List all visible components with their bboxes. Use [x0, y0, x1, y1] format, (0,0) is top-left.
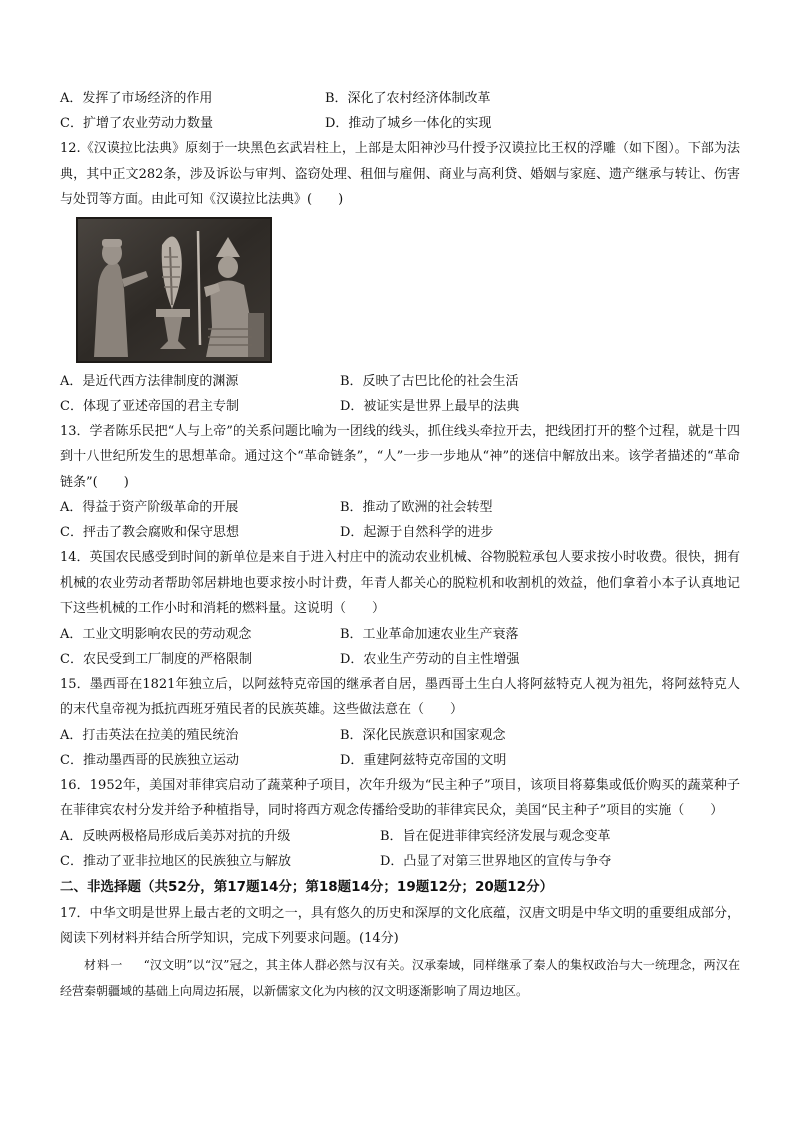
q13-option-d: D．起源于自然科学的进步	[340, 525, 494, 540]
q15-option-c: C．推动墨西哥的民族独立运动	[60, 752, 239, 768]
q11-option-b: B．深化了农村经济体制改革	[325, 91, 491, 106]
q15-stem: 15．墨西哥在1821年独立后，以阿兹特克帝国的继承者自居，墨西哥土生白人将阿兹特克人视为祖先，将阿兹特克人的末代皇帝视为抵抗西班牙殖民者的民族英雄。这些做法意在（ ）	[60, 676, 740, 717]
q13-options-row-1	[60, 495, 740, 520]
q14-option-d: D．农业生产劳动的自主性增强	[340, 651, 520, 667]
q16-stem: 16．1952年，美国对菲律宾启动了蔬菜种子项目，次年升级为“民主种子”项目，该项目将募集或低价购买的蔬菜种子在菲律宾农村分发并给予种植指导，同时将西方观念传播给受助的菲律宾民众，美国“民主种子”项目的实施（ ）	[60, 777, 740, 818]
q11-option-a: A．发挥了市场经济的作用	[60, 91, 213, 106]
q11-option-c: C．扩增了农业劳动力数量	[60, 116, 213, 131]
q11-options-row-1	[60, 86, 740, 111]
q17-material-label: 材料一	[84, 957, 124, 972]
q16-option-b: B．旨在促进菲律宾经济发展与观念变革	[380, 828, 611, 844]
q12-option-c: C．体现了亚述帝国的君主专制	[60, 398, 239, 414]
q11-options-row-2	[60, 111, 740, 136]
q14-option-a: A．工业文明影响农民的劳动观念	[60, 626, 252, 642]
q15-option-d: D．重建阿兹特克帝国的文明	[340, 752, 507, 768]
q17-material-text: “汉文明”以“汉”冠之，其主体人群必然与汉有关。汉承秦域，同样继承了秦人的集权政治与大一统理念，两汉在经营秦朝疆域的基础上向周边拓展，以新儒家文化为内核的汉文明逐渐影响了周边地区。	[60, 957, 740, 998]
q15-option-a: A．打击英法在拉美的殖民统治	[60, 727, 239, 743]
q16-options-row-1	[60, 824, 740, 849]
hammurabi-relief-image	[76, 217, 272, 363]
q12-option-b: B．反映了古巴比伦的社会生活	[340, 373, 519, 389]
exam-page	[60, 86, 740, 1004]
section-2-title: 二、非选择题（共52分，第17题14分；第18题14分；19题12分；20题12分）	[60, 878, 554, 895]
q16-options-row-2	[60, 849, 740, 874]
q14-option-c: C．农民受到工厂制度的严格限制	[60, 651, 252, 667]
q16-option-c: C．推动了亚非拉地区的民族独立与解放	[60, 853, 291, 869]
q12-options-row-1	[60, 369, 740, 394]
q11-option-d: D．推动了城乡一体化的实现	[325, 116, 492, 131]
q13-option-c: C．抨击了教会腐败和保守思想	[60, 525, 239, 540]
q12-stem: 12.《汉谟拉比法典》原刻于一块黑色玄武岩柱上，上部是太阳神沙马什授予汉谟拉比王权的浮雕（如下图）。下部为法典，其中正文282条，涉及诉讼与审判、盗窃处理、租佃与雇佣、商业与高利贷、婚姻与家庭、遗产继承与转让、伤害与处罚等方面。由此可知《汉谟拉比法典》( )	[60, 141, 740, 207]
q12-options-row-2	[60, 394, 740, 419]
hammurabi-relief-icon	[76, 217, 272, 363]
q13-option-b: B．推动了欧洲的社会转型	[340, 500, 493, 515]
q15-options-row-1	[60, 723, 740, 748]
q14-stem: 14．英国农民感受到时间的新单位是来自于进入村庄中的流动农业机械、谷物脱粒承包人要求按小时收费。很快，拥有机械的农业劳动者帮助邻居耕地也要求按小时计费，年青人都关心的脱粒机和收割机的效益，他们拿着小本子认真地记下这些机械的工作小时和消耗的燃料量。这说明（ ）	[60, 550, 740, 616]
q12-option-a: A．是近代西方法律制度的渊源	[60, 373, 239, 389]
q17-material-1	[60, 952, 740, 1004]
q13-stem: 13．学者陈乐民把“人与上帝”的关系问题比喻为一团线的线头，抓住线头牵拉开去，把线团打开的整个过程，就是十四到十八世纪所发生的思想革命。通过这个“革命链条”，“人”一步一步地从“神”的迷信中解放出来。该学者描述的“革命链条”( )	[60, 423, 740, 490]
q12-option-d: D．被证实是世界上最早的法典	[340, 398, 520, 414]
q16-option-a: A．反映两极格局形成后美苏对抗的升级	[60, 828, 291, 844]
q15-option-b: B．深化民族意识和国家观念	[340, 727, 506, 743]
q17-stem: 17．中华文明是世界上最古老的文明之一，具有悠久的历史和深厚的文化底蕴，汉唐文明是中华文明的重要组成部分，阅读下列材料并结合所学知识，完成下列要求问题。(14分)	[60, 905, 740, 946]
q16-option-d: D．凸显了对第三世界地区的宣传与争夺	[380, 853, 612, 869]
q14-options-row-1	[60, 622, 740, 647]
q14-option-b: B．工业革命加速农业生产衰落	[340, 626, 519, 642]
q13-options-row-2	[60, 520, 740, 545]
q14-options-row-2	[60, 647, 740, 672]
q15-options-row-2	[60, 748, 740, 773]
q13-option-a: A．得益于资产阶级革命的开展	[60, 500, 239, 515]
